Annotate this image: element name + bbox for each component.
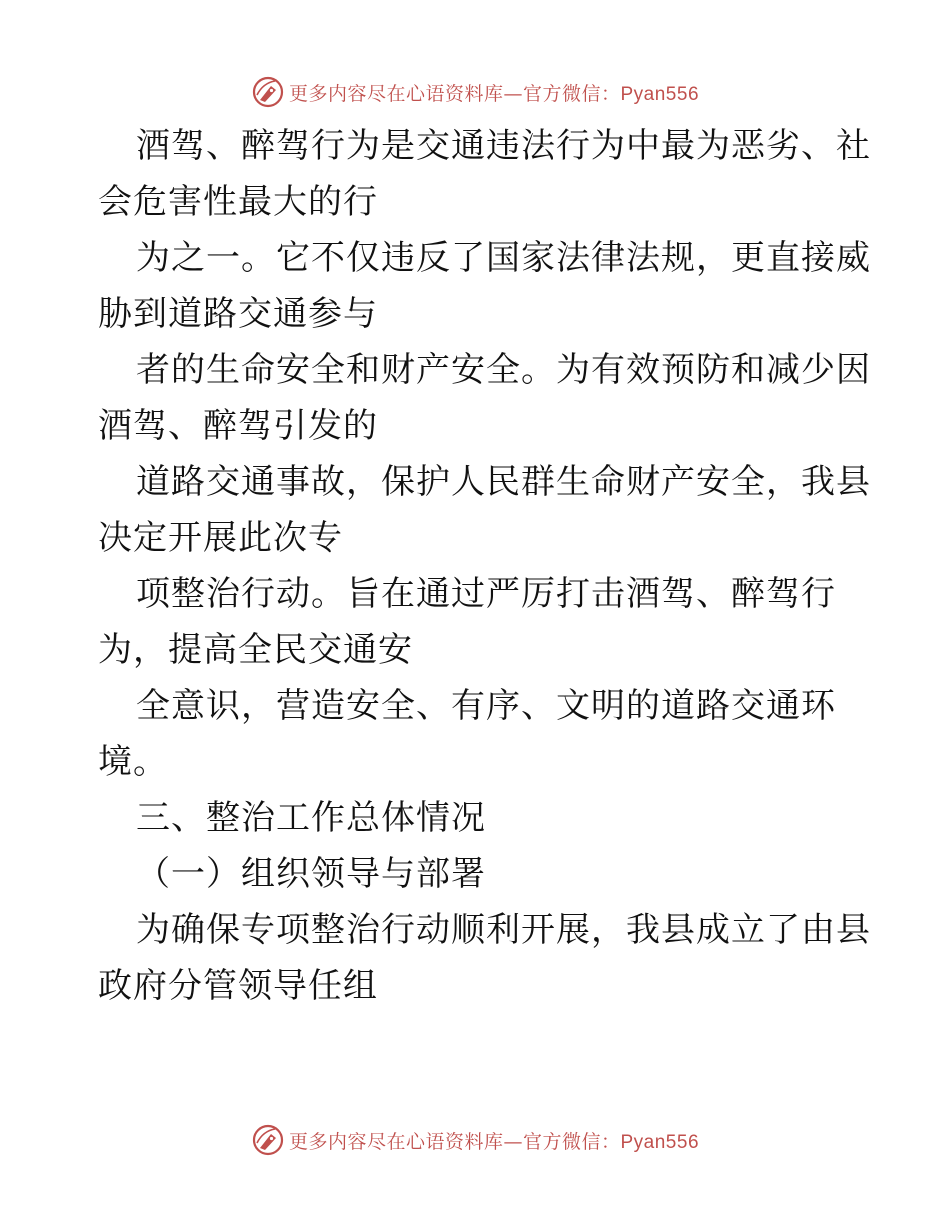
body-line: 道路交通事故，保护人民群生命财产安全，我县	[136, 462, 871, 502]
pen-nib-logo-icon	[251, 1123, 285, 1157]
body-line: 决定开展此次专	[98, 518, 343, 558]
watermark-wechat-id: Pyan556	[620, 1131, 700, 1153]
body-line: 胁到道路交通参与	[98, 294, 378, 334]
body-line: 会危害性最大的行	[98, 182, 378, 222]
body-line: 为之一。它不仅违反了国家法律法规，更直接威	[136, 238, 871, 278]
section-heading: 三、整治工作总体情况	[136, 798, 486, 838]
watermark-brand-text: 更多内容尽在心语资料库—官方微信：	[288, 82, 621, 105]
body-line: 者的生命安全和财产安全。为有效预防和减少因	[136, 350, 871, 390]
body-line: 为确保专项整治行动顺利开展，我县成立了由县	[136, 910, 871, 950]
watermark-wechat-id: Pyan556	[620, 83, 700, 105]
watermark-footer	[0, 1120, 950, 1160]
subsection-heading: （一）组织领导与部署	[136, 854, 486, 894]
body-line: 为，提高全民交通安	[98, 630, 413, 670]
body-line: 政府分管领导任组	[98, 966, 378, 1006]
watermark-brand-text: 更多内容尽在心语资料库—官方微信：	[288, 1130, 621, 1153]
body-line: 酒驾、醉驾引发的	[98, 406, 378, 446]
document-body	[98, 118, 871, 1014]
pen-nib-logo-icon	[251, 75, 285, 109]
watermark-text	[289, 79, 699, 106]
body-line: 项整治行动。旨在通过严厉打击酒驾、醉驾行	[136, 574, 836, 614]
watermark-text	[289, 1127, 699, 1154]
body-line: 境。	[98, 742, 168, 782]
body-line: 酒驾、醉驾行为是交通违法行为中最为恶劣、社	[136, 126, 871, 166]
body-line: 全意识，营造安全、有序、文明的道路交通环	[136, 686, 836, 726]
watermark-header	[0, 72, 950, 112]
